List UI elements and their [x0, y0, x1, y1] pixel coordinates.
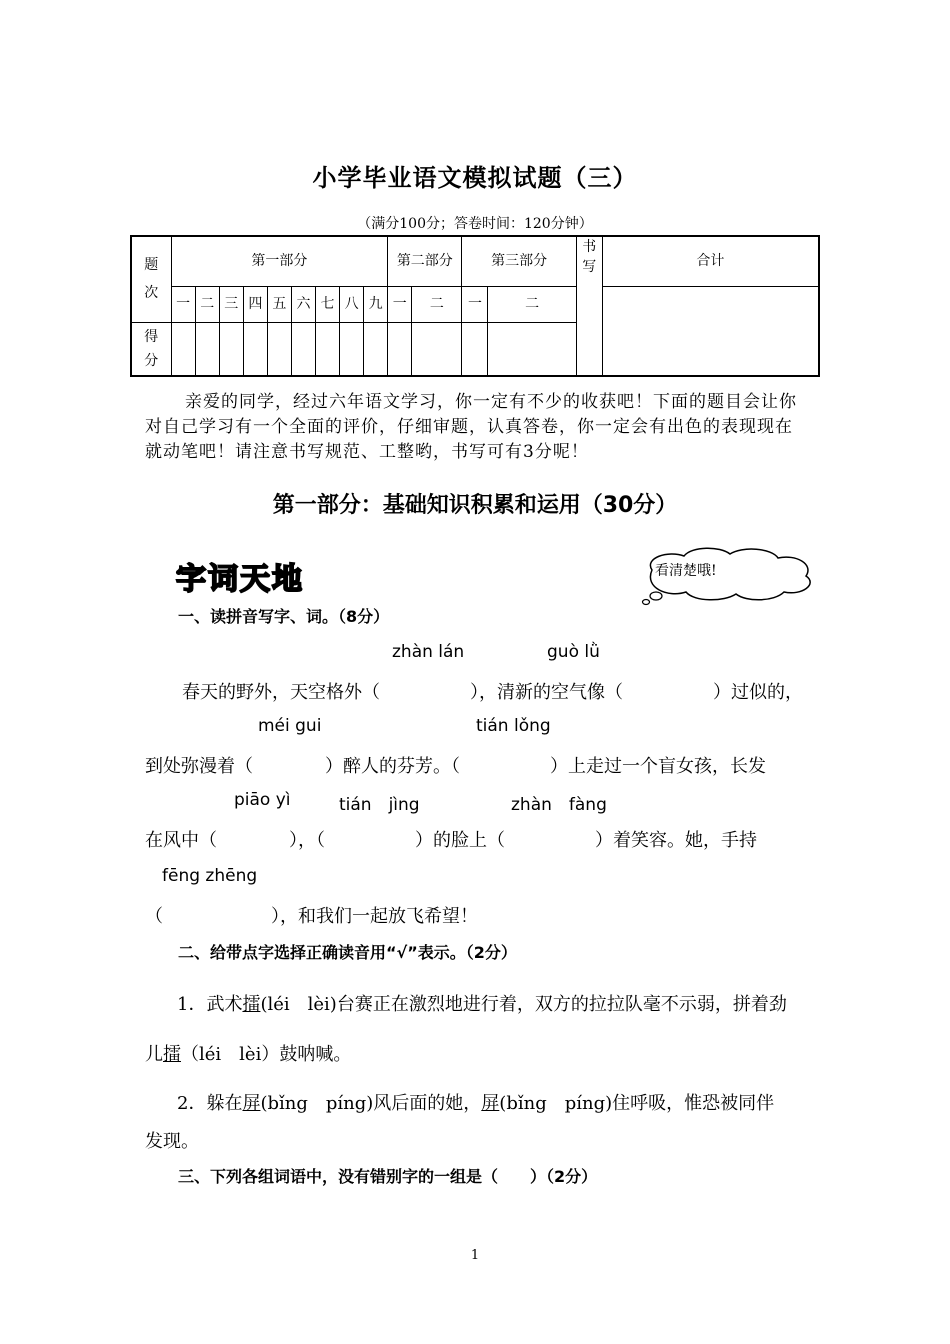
- num-cell: 七: [315, 286, 339, 322]
- q2-item1: 1．武术擂(léi lèi)台赛正在激烈地进行着，双方的拉拉队毫不示弱，拼着劲: [177, 994, 787, 1015]
- score-cell[interactable]: [243, 322, 267, 376]
- q1-line2: 到处弥漫着（ ）醉人的芬芳。（ ）上走过一个盲女孩，长发: [145, 756, 766, 777]
- page-title: 小学毕业语文模拟试题（三）: [312, 164, 638, 192]
- q2-item2: 2．躲在屏(bǐng píng)风后面的她，屏(bǐng píng)住呼吸，惟恐被同伴: [177, 1093, 775, 1114]
- num-cell: 二: [412, 286, 462, 322]
- q3-title: 三、下列各组词语中，没有错别字的一组是（ ）（2分）: [178, 1167, 598, 1186]
- pinyin: zhàn fàng: [511, 795, 607, 815]
- score-cell[interactable]: [340, 322, 364, 376]
- score-cell[interactable]: [219, 322, 243, 376]
- pinyin: piāo yì: [234, 790, 291, 810]
- num-cell: 五: [267, 286, 291, 322]
- num-cell: 九: [364, 286, 388, 322]
- score-cell[interactable]: [364, 322, 388, 376]
- page-subtitle: （满分100分；答卷时间：120分钟）: [357, 216, 593, 232]
- q2-item2-cont: 发现。: [145, 1131, 199, 1152]
- q1-line1: 春天的野外，天空格外（ ），清新的空气像（ ）过似的，: [182, 682, 803, 703]
- header-part1: 第一部分: [171, 236, 388, 286]
- q1-line3: 在风中（ ），（ ）的脸上（ ）着笑容。她，手持: [145, 830, 757, 851]
- pinyin: tián jìng: [339, 795, 420, 815]
- row-label-topic: 题次: [131, 236, 171, 322]
- header-part3: 第三部分: [462, 236, 576, 286]
- q1-title: 一、读拼音写字、词。（8分）: [178, 607, 390, 626]
- score-cell[interactable]: [171, 322, 195, 376]
- q2-item1-cont: 儿擂（léi lèi）鼓呐喊。: [145, 1044, 352, 1065]
- num-cell: 四: [243, 286, 267, 322]
- num-cell: 一: [171, 286, 195, 322]
- q1-line4: （ ），和我们一起放飞希望！: [145, 906, 478, 927]
- page-number: 1: [470, 1248, 480, 1263]
- score-cell[interactable]: [267, 322, 291, 376]
- score-cell[interactable]: [462, 322, 488, 376]
- row-label-score: 得分: [131, 322, 171, 376]
- intro-paragraph: 亲爱的同学，经过六年语文学习，你一定有不少的收获吧！下面的题目会让你对自己学习有一个全面的评价，仔细审题，认真答卷，你一定会有出色的表现现在就动笔吧！请注意书写规范、工整哟，书写可有3分呢！: [145, 392, 797, 462]
- score-cell[interactable]: [291, 322, 315, 376]
- part1-heading: 第一部分：基础知识积累和运用（30分）: [272, 493, 678, 518]
- pinyin: fēng zhēng: [162, 866, 258, 886]
- number-row: [131, 286, 819, 322]
- header-writing: 书写: [576, 236, 602, 376]
- num-cell: 八: [340, 286, 364, 322]
- score-cell[interactable]: [195, 322, 219, 376]
- header-total: 合计: [602, 236, 819, 286]
- pinyin: zhàn lán: [392, 642, 465, 662]
- score-cell[interactable]: [488, 322, 576, 376]
- score-cell[interactable]: [388, 322, 412, 376]
- header-part2: 第二部分: [388, 236, 462, 286]
- num-cell: 三: [219, 286, 243, 322]
- score-table: [130, 235, 820, 377]
- num-cell: 六: [291, 286, 315, 322]
- total-score-cell[interactable]: [602, 286, 819, 376]
- cloud-text: 看清楚哦!: [655, 563, 717, 579]
- num-cell: 一: [388, 286, 412, 322]
- q2-title: 二、给带点字选择正确读音用“√”表示。（2分）: [178, 943, 517, 962]
- pinyin: guò lǜ: [547, 642, 600, 662]
- num-cell: 一: [462, 286, 488, 322]
- num-cell: 二: [488, 286, 576, 322]
- num-cell: 二: [195, 286, 219, 322]
- section-title: 字词天地: [176, 562, 304, 597]
- pinyin: méi gui: [258, 716, 322, 736]
- score-cell[interactable]: [412, 322, 462, 376]
- score-cell[interactable]: [315, 322, 339, 376]
- pinyin: tián lǒng: [476, 716, 551, 736]
